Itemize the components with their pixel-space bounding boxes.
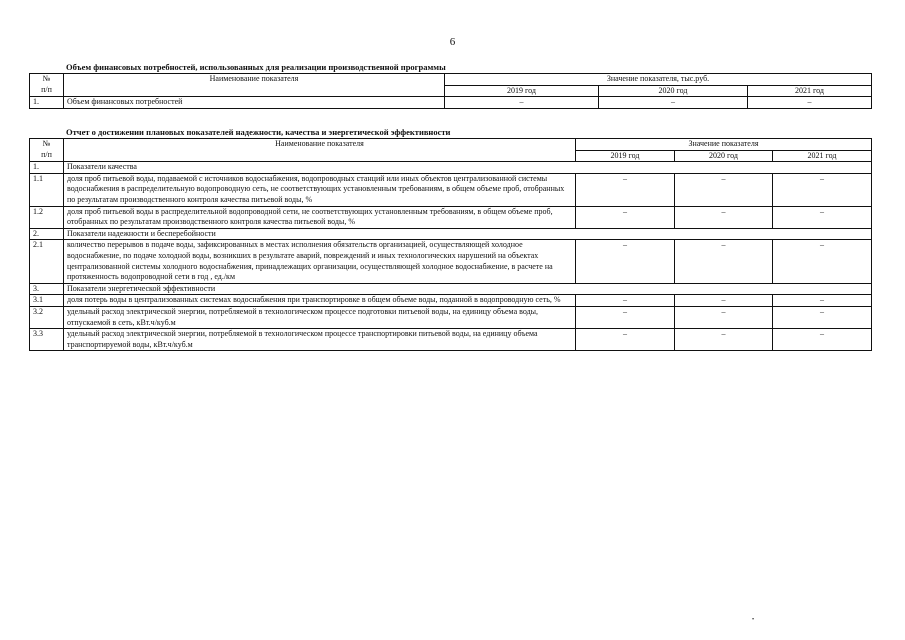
financial-needs-table (29, 73, 872, 109)
table-header-row (30, 74, 872, 86)
row-number: 2.1 (30, 240, 64, 283)
row-value: – (748, 97, 872, 109)
row-value: – (576, 173, 675, 206)
name-header: Наименование показателя (64, 139, 576, 162)
year-header: 2020 год (599, 85, 748, 97)
table-row (30, 306, 872, 328)
row-value: – (675, 240, 773, 283)
row-value: – (599, 97, 748, 109)
row-name: Объем финансовых потребностей (64, 97, 445, 109)
row-number: 3. (30, 283, 64, 295)
table-row (30, 240, 872, 283)
table-header-row (30, 139, 872, 151)
row-number: 2. (30, 228, 64, 240)
row-number: 3.1 (30, 295, 64, 307)
table-row (30, 295, 872, 307)
row-value: – (576, 295, 675, 307)
row-name: доля потерь воды в централизованных системах водоснабжения при транспортировке в общем объеме воды, поданной в водопроводную сеть, % (64, 295, 576, 307)
row-value: – (773, 240, 872, 283)
row-name: доля проб питьевой воды, подаваемой с источников водоснабжения, водопроводных станций или иных объектов централизованной системы водоснабжения в распределительную водопроводную сеть, не соответствующих установленным требованиям, в общем объеме проб, отобранных по результатам производственного контроля качества питьевой воды, % (64, 173, 576, 206)
group-row (30, 283, 872, 295)
year-header: 2021 год (748, 85, 872, 97)
section1-title: Объем финансовых потребностей, использованных для реализации производственной программы (66, 62, 446, 72)
name-header: Наименование показателя (64, 74, 445, 97)
footer-mark: • (752, 617, 755, 623)
row-number: 3.2 (30, 306, 64, 328)
row-value: – (773, 173, 872, 206)
table-row (30, 206, 872, 228)
num-header: № п/п (30, 74, 64, 97)
group-name: Показатели надежности и бесперебойности (64, 228, 872, 240)
row-value: – (773, 306, 872, 328)
page-number: 6 (449, 36, 456, 48)
row-name: количество перерывов в подаче воды, зафиксированных в местах исполнения обязательств организацией, осуществляющей холодное водоснабжение, по подаче холодной воды, возникших в результате аварий, повреждений и иных технологических нарушений на объектах централизованной системы холодного водоснабжения, принадлежащих организации, осуществляющей холодное водоснабжение, в расчете на протяженность водопроводной сети в год , ед./км (64, 240, 576, 283)
row-value: – (773, 295, 872, 307)
num-header: № п/п (30, 139, 64, 162)
group-name: Показатели качества (64, 162, 872, 174)
section2-title: Отчет о достижении плановых показателей надежности, качества и энергетической эффективности (66, 127, 451, 137)
year-header: 2020 год (675, 150, 773, 162)
table-row (30, 173, 872, 206)
year-header: 2019 год (445, 85, 599, 97)
year-header: 2019 год (576, 150, 675, 162)
row-value: – (773, 206, 872, 228)
group-row (30, 162, 872, 174)
table-row (30, 329, 872, 351)
value-header: Значение показателя, тыс.руб. (445, 74, 872, 86)
table-row (30, 97, 872, 109)
row-value: – (773, 329, 872, 351)
row-name: удельный расход электрической энергии, потребляемой в технологическом процессе подготовки питьевой воды, на единицу объема воды, отпускаемой в сеть, кВт.ч/куб.м (64, 306, 576, 328)
row-number: 3.3 (30, 329, 64, 351)
row-number: 1.1 (30, 173, 64, 206)
row-value: – (675, 206, 773, 228)
group-row (30, 228, 872, 240)
row-value: – (445, 97, 599, 109)
row-value: – (576, 240, 675, 283)
row-value: – (576, 206, 675, 228)
row-value: – (675, 173, 773, 206)
performance-indicators-table (29, 138, 872, 351)
row-number: 1. (30, 97, 64, 109)
row-value: – (675, 306, 773, 328)
year-header: 2021 год (773, 150, 872, 162)
row-name: удельный расход электрической энергии, потребляемой в технологическом процессе транспортировки питьевой воды, на единицу объема транспортируемой воды, кВт.ч/куб.м (64, 329, 576, 351)
row-name: доля проб питьевой воды в распределительной водопроводной сети, не соответствующих установленным требованиям, в общем объеме проб, отобранных по результатам производственного контроля качества питьевой воды, % (64, 206, 576, 228)
row-value: – (576, 329, 675, 351)
row-value: – (675, 329, 773, 351)
value-header: Значение показателя (576, 139, 872, 151)
row-value: – (576, 306, 675, 328)
row-number: 1.2 (30, 206, 64, 228)
row-value: – (675, 295, 773, 307)
group-name: Показатели энергетической эффективности (64, 283, 872, 295)
row-number: 1. (30, 162, 64, 174)
